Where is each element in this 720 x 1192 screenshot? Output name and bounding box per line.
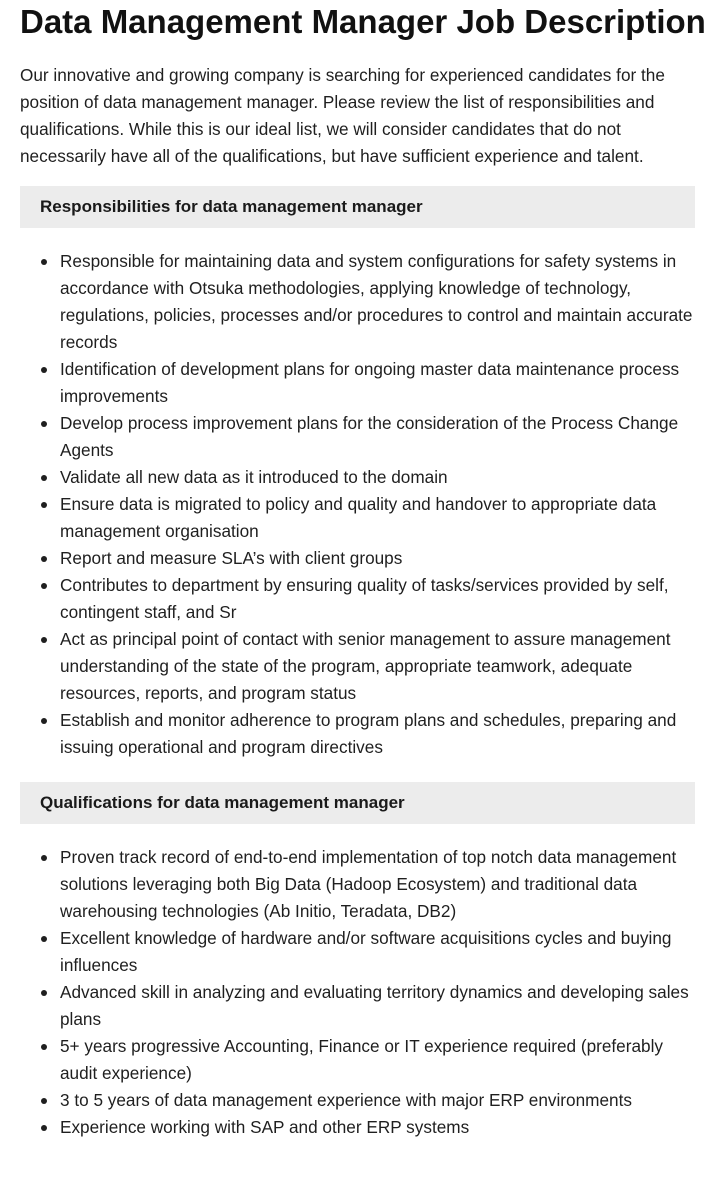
- intro-paragraph: Our innovative and growing company is searching for experienced candidates for the position of data management manager. Please review the list of responsibilities and qualifications. While this is our ideal list, we will consider candidates that do not necessarily have all of the qualifications, but have sufficient experience and talent.: [20, 65, 665, 166]
- page-title: Data Management Manager Job Description: [20, 3, 706, 40]
- list-item: Report and measure SLA’s with client groups: [60, 545, 695, 572]
- list-item: Validate all new data as it introduced to the domain: [60, 464, 695, 491]
- qualifications-heading: Qualifications for data management manager: [20, 782, 695, 824]
- list-item: Experience working with SAP and other ERP systems: [60, 1114, 695, 1141]
- list-item: 3 to 5 years of data management experience with major ERP environments: [60, 1087, 695, 1114]
- list-item: Establish and monitor adherence to program plans and schedules, preparing and issuing operational and program directives: [60, 707, 695, 761]
- list-item: Excellent knowledge of hardware and/or software acquisitions cycles and buying influences: [60, 925, 695, 979]
- list-item: Identification of development plans for ongoing master data maintenance process improvements: [60, 356, 695, 410]
- list-item: Contributes to department by ensuring quality of tasks/services provided by self, contingent staff, and Sr: [60, 572, 695, 626]
- list-item: 5+ years progressive Accounting, Finance or IT experience required (preferably audit experience): [60, 1033, 695, 1087]
- responsibilities-heading: Responsibilities for data management manager: [20, 186, 695, 228]
- responsibilities-list: [20, 248, 695, 761]
- list-item: Develop process improvement plans for the consideration of the Process Change Agents: [60, 410, 695, 464]
- list-item: Ensure data is migrated to policy and quality and handover to appropriate data management organisation: [60, 491, 695, 545]
- list-item: Responsible for maintaining data and system configurations for safety systems in accordance with Otsuka methodologies, applying knowledge of technology, regulations, policies, processes and/or procedures to control and maintain accurate records: [60, 248, 695, 356]
- list-item: Advanced skill in analyzing and evaluating territory dynamics and developing sales plans: [60, 979, 695, 1033]
- list-item: Proven track record of end-to-end implementation of top notch data management solutions leveraging both Big Data (Hadoop Ecosystem) and traditional data warehousing technologies (Ab Initio, Teradata, DB2): [60, 844, 695, 925]
- qualifications-list: [20, 844, 695, 1141]
- list-item: Act as principal point of contact with senior management to assure management understanding of the state of the program, appropriate teamwork, adequate resources, reports, and program status: [60, 626, 695, 707]
